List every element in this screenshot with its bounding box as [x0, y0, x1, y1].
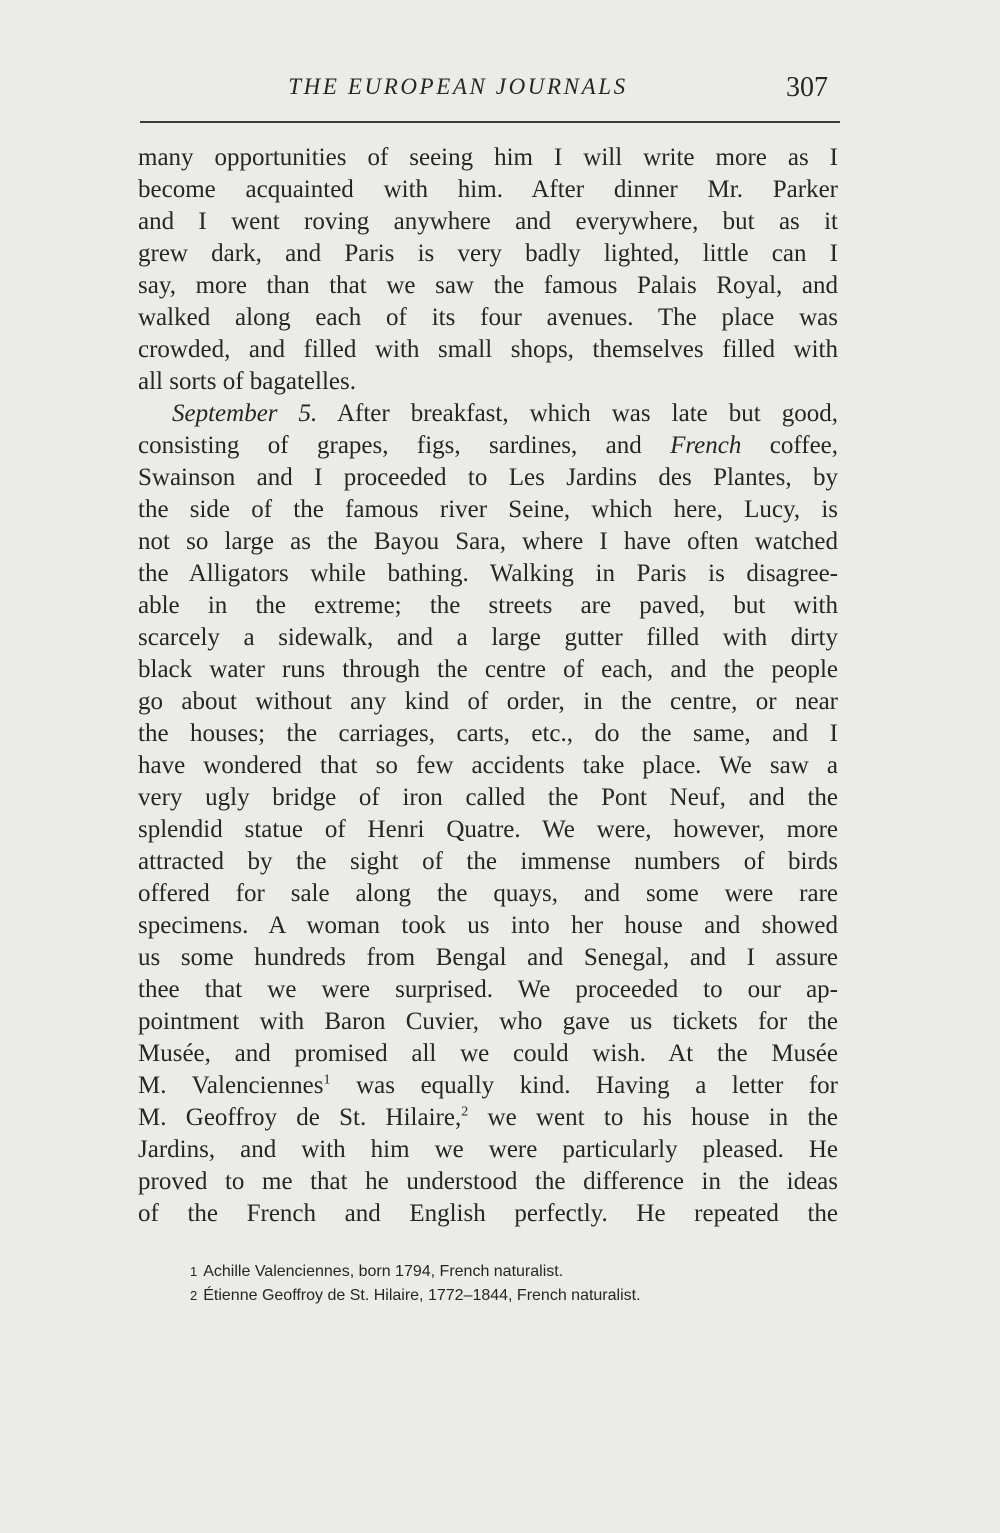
text-line: have wondered that so few accidents take place. We saw a [138, 752, 838, 779]
text-segment: coffee, [769, 432, 839, 459]
page-number: 307 [786, 72, 828, 103]
footnote-marker: 1 [190, 1264, 198, 1279]
text-line: Musée, and promised all we could wish. At the Musée [138, 1040, 838, 1067]
text-line: the houses; the carriages, carts, etc., do the same, and I [138, 720, 838, 747]
text-line: us some hundreds from Bengal and Senegal, and I assure [138, 944, 838, 971]
entry-second-line [138, 431, 838, 461]
footnote-ref-1[interactable]: 1 [323, 1072, 331, 1088]
footnote-text: Étienne Geoffroy de St. Hilaire, 1772–1844, French naturalist. [203, 1287, 641, 1304]
text-segment: M. Valenciennes [138, 1072, 324, 1099]
italic-word: French [670, 432, 742, 459]
footnote-1 [190, 1262, 810, 1282]
text-line: specimens. A woman took us into her house and showed [138, 912, 838, 939]
entry-date: September 5. [172, 400, 318, 427]
footnote-2 [190, 1286, 810, 1306]
text-line: offered for sale along the quays, and some were rare [138, 880, 838, 907]
text-line: many opportunities of seeing him I will write more as I [138, 144, 838, 171]
text-line: Swainson and I proceeded to Les Jardins des Plantes, by [138, 464, 838, 491]
text-line: splendid statue of Henri Quatre. We were, however, more [138, 816, 838, 843]
text-line: of the French and English perfectly. He repeated the [138, 1200, 838, 1227]
text-segment: After breakfast, which was late but good, [336, 400, 838, 427]
text-line: the side of the famous river Seine, which here, Lucy, is [138, 496, 838, 523]
text-line: very ugly bridge of iron called the Pont Neuf, and the [138, 784, 838, 811]
text-line-with-note-ref [138, 1071, 838, 1101]
text-line: pointment with Baron Cuvier, who gave us tickets for the [138, 1008, 838, 1035]
text-line: say, more than that we saw the famous Palais Royal, and [138, 272, 838, 299]
entry-first-line [138, 399, 838, 429]
footnote-text: Achille Valenciennes, born 1794, French naturalist. [203, 1263, 564, 1280]
text-line: not so large as the Bayou Sara, where I have often watched [138, 528, 838, 555]
text-line: thee that we were surprised. We proceeded to our ap- [138, 976, 838, 1003]
text-line-with-note-ref [138, 1103, 838, 1133]
text-line: and I went roving anywhere and everywhere, but as it [138, 208, 838, 235]
text-line: grew dark, and Paris is very badly lighted, little can I [138, 240, 838, 267]
text-line: attracted by the sight of the immense numbers of birds [138, 848, 838, 875]
text-line: scarcely a sidewalk, and a large gutter filled with dirty [138, 624, 838, 651]
text-line: go about without any kind of order, in the centre, or near [138, 688, 838, 715]
running-head [138, 72, 838, 106]
running-title: THE EUROPEAN JOURNALS [288, 74, 628, 99]
header-rule [140, 121, 840, 123]
text-line: Jardins, and with him we were particularly pleased. He [138, 1136, 838, 1163]
text-segment: consisting of grapes, figs, sardines, and [138, 432, 642, 459]
footnote-ref-2[interactable]: 2 [461, 1104, 469, 1120]
text-line: walked along each of its four avenues. The place was [138, 304, 838, 331]
text-segment: M. Geoffroy de St. Hilaire, [138, 1104, 462, 1131]
text-segment: was equally kind. Having a letter for [356, 1072, 839, 1099]
text-line: crowded, and filled with small shops, themselves filled with [138, 336, 838, 363]
text-line: black water runs through the centre of each, and the people [138, 656, 838, 683]
text-segment: we went to his house in the [487, 1104, 839, 1131]
text-line: the Alligators while bathing. Walking in Paris is disagree- [138, 560, 838, 587]
text-line: all sorts of bagatelles. [138, 368, 356, 395]
text-line: able in the extreme; the streets are paved, but with [138, 592, 838, 619]
text-line: proved to me that he understood the difference in the ideas [138, 1168, 838, 1195]
footnote-marker: 2 [190, 1288, 198, 1303]
text-line: become acquainted with him. After dinner Mr. Parker [138, 176, 838, 203]
